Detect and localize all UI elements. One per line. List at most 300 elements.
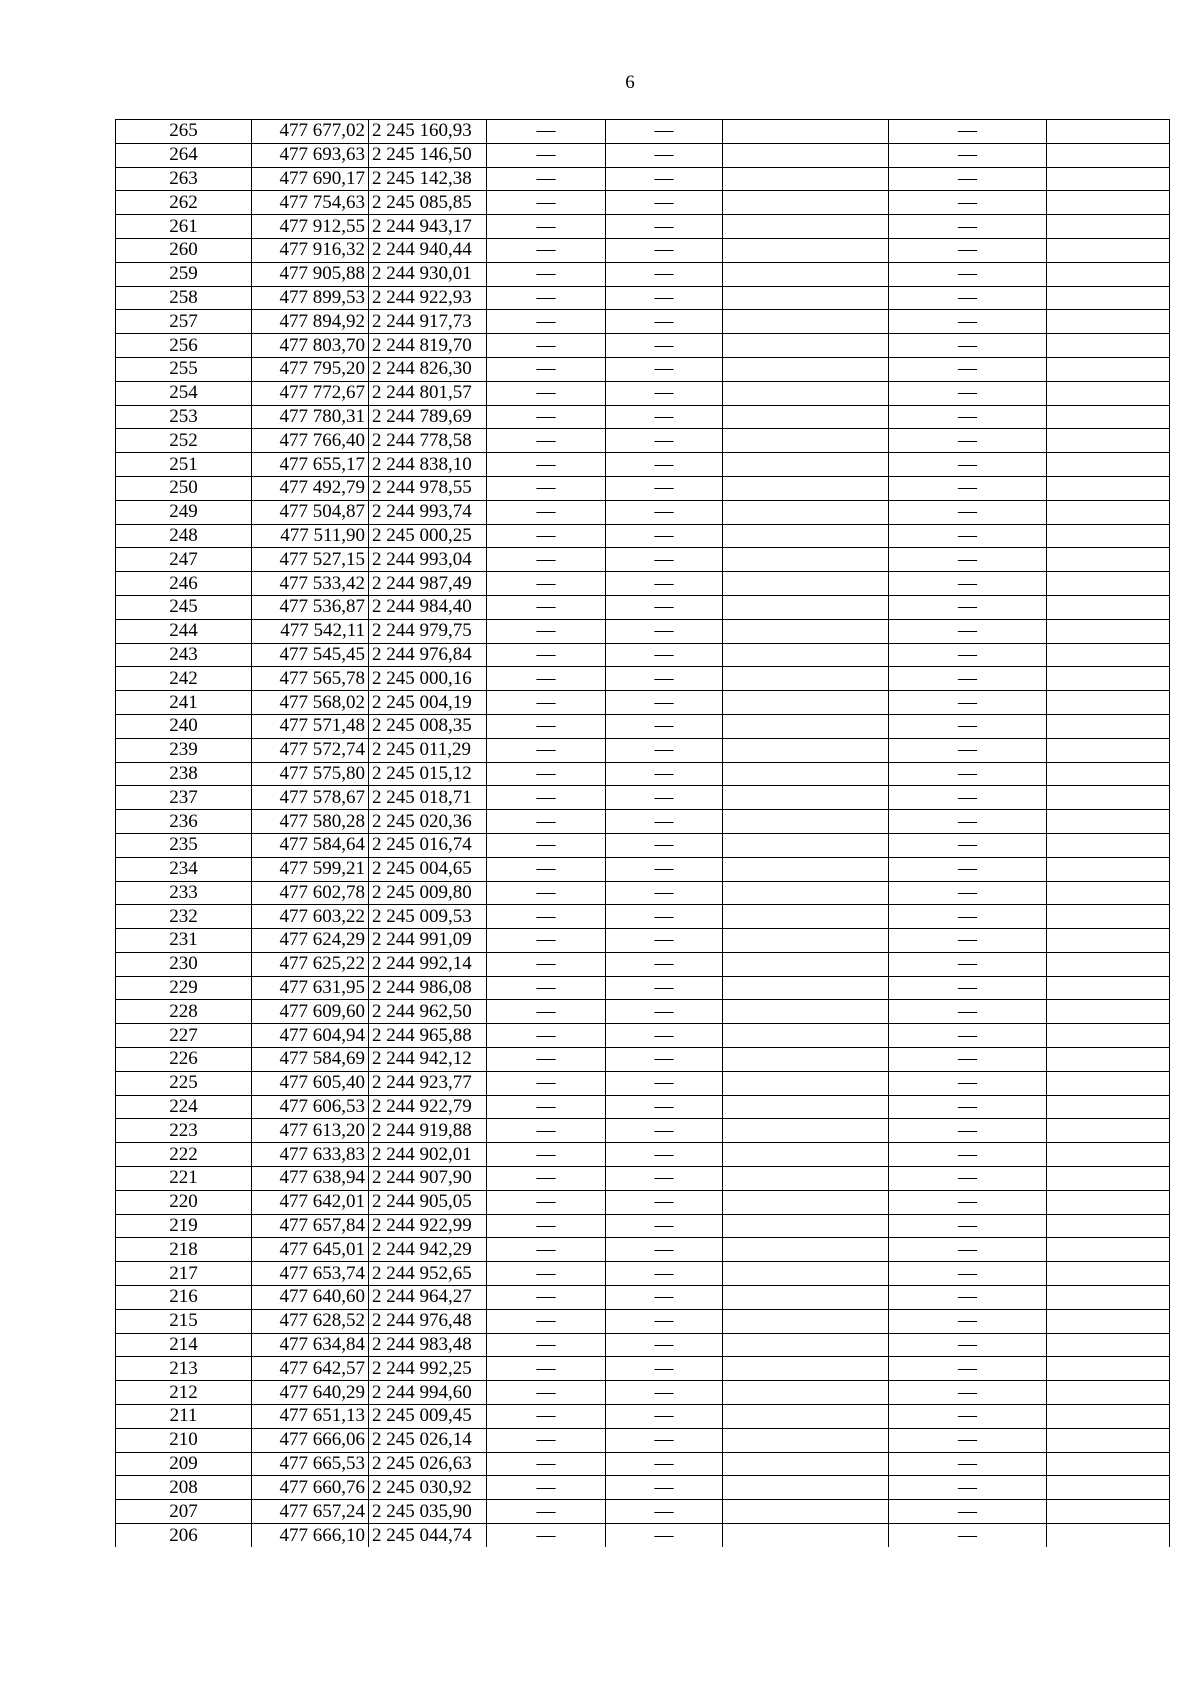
- x-coordinate-cell: 477 660,76: [252, 1476, 369, 1500]
- dash-cell: —: [487, 1190, 606, 1214]
- dash-cell: —: [606, 1524, 723, 1548]
- coordinates-table: [115, 119, 1170, 1547]
- table-row: [116, 1286, 1170, 1310]
- empty-cell: [1047, 595, 1170, 619]
- dash-cell: —: [487, 619, 606, 643]
- table-row: [116, 215, 1170, 239]
- empty-cell: [1047, 524, 1170, 548]
- y-coordinate-cell: 2 244 789,69: [369, 405, 487, 429]
- dash-cell: —: [487, 929, 606, 953]
- dash-cell: —: [606, 667, 723, 691]
- x-coordinate-cell: 477 634,84: [252, 1333, 369, 1357]
- point-number-cell: 240: [116, 714, 252, 738]
- point-number-cell: 249: [116, 500, 252, 524]
- point-number-cell: 241: [116, 691, 252, 715]
- point-number-cell: 248: [116, 524, 252, 548]
- point-number-cell: 244: [116, 619, 252, 643]
- point-number-cell: 259: [116, 262, 252, 286]
- table-row: [116, 976, 1170, 1000]
- dash-cell: —: [606, 1405, 723, 1429]
- y-coordinate-cell: 2 245 018,71: [369, 786, 487, 810]
- point-number-cell: 258: [116, 286, 252, 310]
- x-coordinate-cell: 477 631,95: [252, 976, 369, 1000]
- point-number-cell: 256: [116, 334, 252, 358]
- empty-cell: [723, 976, 889, 1000]
- dash-cell: —: [487, 310, 606, 334]
- point-number-cell: 264: [116, 143, 252, 167]
- point-number-cell: 206: [116, 1524, 252, 1548]
- x-coordinate-cell: 477 604,94: [252, 1024, 369, 1048]
- x-coordinate-cell: 477 536,87: [252, 595, 369, 619]
- dash-cell: —: [889, 286, 1047, 310]
- dash-cell: —: [487, 215, 606, 239]
- x-coordinate-cell: 477 640,29: [252, 1381, 369, 1405]
- empty-cell: [723, 1214, 889, 1238]
- table-row: [116, 1214, 1170, 1238]
- table-row: [116, 1262, 1170, 1286]
- x-coordinate-cell: 477 504,87: [252, 500, 369, 524]
- table-row: [116, 1381, 1170, 1405]
- dash-cell: —: [487, 191, 606, 215]
- dash-cell: —: [889, 357, 1047, 381]
- table-row: [116, 1048, 1170, 1072]
- x-coordinate-cell: 477 666,06: [252, 1428, 369, 1452]
- empty-cell: [1047, 1024, 1170, 1048]
- table-row: [116, 1143, 1170, 1167]
- empty-cell: [723, 453, 889, 477]
- empty-cell: [723, 714, 889, 738]
- empty-cell: [723, 1476, 889, 1500]
- empty-cell: [723, 120, 889, 144]
- x-coordinate-cell: 477 657,84: [252, 1214, 369, 1238]
- point-number-cell: 257: [116, 310, 252, 334]
- empty-cell: [1047, 905, 1170, 929]
- empty-cell: [1047, 215, 1170, 239]
- empty-cell: [723, 143, 889, 167]
- empty-cell: [723, 405, 889, 429]
- dash-cell: —: [487, 238, 606, 262]
- dash-cell: —: [606, 857, 723, 881]
- empty-cell: [723, 1452, 889, 1476]
- x-coordinate-cell: 477 642,01: [252, 1190, 369, 1214]
- x-coordinate-cell: 477 899,53: [252, 286, 369, 310]
- dash-cell: —: [606, 1167, 723, 1191]
- y-coordinate-cell: 2 244 983,48: [369, 1333, 487, 1357]
- table-row: [116, 833, 1170, 857]
- x-coordinate-cell: 477 640,60: [252, 1286, 369, 1310]
- empty-cell: [1047, 429, 1170, 453]
- empty-cell: [723, 1381, 889, 1405]
- x-coordinate-cell: 477 613,20: [252, 1119, 369, 1143]
- x-coordinate-cell: 477 693,63: [252, 143, 369, 167]
- dash-cell: —: [889, 262, 1047, 286]
- dash-cell: —: [606, 357, 723, 381]
- empty-cell: [1047, 1309, 1170, 1333]
- dash-cell: —: [606, 1476, 723, 1500]
- dash-cell: —: [487, 1214, 606, 1238]
- empty-cell: [723, 572, 889, 596]
- y-coordinate-cell: 2 244 987,49: [369, 572, 487, 596]
- dash-cell: —: [606, 1286, 723, 1310]
- dash-cell: —: [889, 619, 1047, 643]
- empty-cell: [723, 215, 889, 239]
- table-row: [116, 405, 1170, 429]
- table-row: [116, 167, 1170, 191]
- dash-cell: —: [889, 453, 1047, 477]
- point-number-cell: 232: [116, 905, 252, 929]
- empty-cell: [723, 1024, 889, 1048]
- dash-cell: —: [487, 334, 606, 358]
- point-number-cell: 221: [116, 1167, 252, 1191]
- dash-cell: —: [487, 381, 606, 405]
- table-row: [116, 1071, 1170, 1095]
- point-number-cell: 242: [116, 667, 252, 691]
- x-coordinate-cell: 477 677,02: [252, 120, 369, 144]
- empty-cell: [723, 691, 889, 715]
- empty-cell: [1047, 1500, 1170, 1524]
- dash-cell: —: [889, 238, 1047, 262]
- dash-cell: —: [606, 143, 723, 167]
- point-number-cell: 247: [116, 548, 252, 572]
- point-number-cell: 218: [116, 1238, 252, 1262]
- dash-cell: —: [487, 1000, 606, 1024]
- dash-cell: —: [889, 1381, 1047, 1405]
- x-coordinate-cell: 477 565,78: [252, 667, 369, 691]
- dash-cell: —: [487, 1333, 606, 1357]
- empty-cell: [1047, 810, 1170, 834]
- empty-cell: [723, 238, 889, 262]
- table-row: [116, 905, 1170, 929]
- empty-cell: [1047, 262, 1170, 286]
- table-row: [116, 643, 1170, 667]
- x-coordinate-cell: 477 578,67: [252, 786, 369, 810]
- y-coordinate-cell: 2 244 801,57: [369, 381, 487, 405]
- table-row: [116, 1190, 1170, 1214]
- x-coordinate-cell: 477 894,92: [252, 310, 369, 334]
- point-number-cell: 265: [116, 120, 252, 144]
- table-row: [116, 524, 1170, 548]
- empty-cell: [723, 191, 889, 215]
- dash-cell: —: [889, 381, 1047, 405]
- point-number-cell: 220: [116, 1190, 252, 1214]
- empty-cell: [1047, 643, 1170, 667]
- dash-cell: —: [889, 1119, 1047, 1143]
- dash-cell: —: [487, 1309, 606, 1333]
- x-coordinate-cell: 477 657,24: [252, 1500, 369, 1524]
- dash-cell: —: [487, 1095, 606, 1119]
- empty-cell: [723, 310, 889, 334]
- dash-cell: —: [889, 1024, 1047, 1048]
- point-number-cell: 233: [116, 881, 252, 905]
- x-coordinate-cell: 477 602,78: [252, 881, 369, 905]
- dash-cell: —: [606, 881, 723, 905]
- dash-cell: —: [606, 1262, 723, 1286]
- y-coordinate-cell: 2 245 015,12: [369, 762, 487, 786]
- dash-cell: —: [889, 714, 1047, 738]
- x-coordinate-cell: 477 653,74: [252, 1262, 369, 1286]
- empty-cell: [1047, 1452, 1170, 1476]
- empty-cell: [723, 619, 889, 643]
- empty-cell: [1047, 1524, 1170, 1548]
- dash-cell: —: [606, 905, 723, 929]
- y-coordinate-cell: 2 245 011,29: [369, 738, 487, 762]
- empty-cell: [723, 357, 889, 381]
- empty-cell: [1047, 786, 1170, 810]
- empty-cell: [1047, 1381, 1170, 1405]
- empty-cell: [723, 262, 889, 286]
- point-number-cell: 229: [116, 976, 252, 1000]
- dash-cell: —: [606, 524, 723, 548]
- point-number-cell: 239: [116, 738, 252, 762]
- dash-cell: —: [606, 405, 723, 429]
- empty-cell: [723, 1286, 889, 1310]
- dash-cell: —: [487, 120, 606, 144]
- y-coordinate-cell: 2 244 838,10: [369, 453, 487, 477]
- dash-cell: —: [889, 857, 1047, 881]
- dash-cell: —: [889, 1262, 1047, 1286]
- point-number-cell: 243: [116, 643, 252, 667]
- dash-cell: —: [487, 453, 606, 477]
- table-row: [116, 476, 1170, 500]
- dash-cell: —: [487, 524, 606, 548]
- point-number-cell: 208: [116, 1476, 252, 1500]
- x-coordinate-cell: 477 571,48: [252, 714, 369, 738]
- x-coordinate-cell: 477 638,94: [252, 1167, 369, 1191]
- empty-cell: [723, 643, 889, 667]
- dash-cell: —: [889, 1143, 1047, 1167]
- dash-cell: —: [487, 1428, 606, 1452]
- y-coordinate-cell: 2 244 976,84: [369, 643, 487, 667]
- empty-cell: [1047, 572, 1170, 596]
- point-number-cell: 228: [116, 1000, 252, 1024]
- dash-cell: —: [606, 1357, 723, 1381]
- y-coordinate-cell: 2 245 044,74: [369, 1524, 487, 1548]
- dash-cell: —: [606, 286, 723, 310]
- empty-cell: [723, 1095, 889, 1119]
- empty-cell: [1047, 357, 1170, 381]
- dash-cell: —: [889, 1476, 1047, 1500]
- empty-cell: [1047, 1333, 1170, 1357]
- dash-cell: —: [487, 167, 606, 191]
- dash-cell: —: [487, 1286, 606, 1310]
- empty-cell: [723, 1000, 889, 1024]
- empty-cell: [1047, 1095, 1170, 1119]
- point-number-cell: 252: [116, 429, 252, 453]
- dash-cell: —: [606, 1071, 723, 1095]
- empty-cell: [723, 1309, 889, 1333]
- table-row: [116, 881, 1170, 905]
- empty-cell: [723, 881, 889, 905]
- dash-cell: —: [487, 643, 606, 667]
- point-number-cell: 237: [116, 786, 252, 810]
- x-coordinate-cell: 477 780,31: [252, 405, 369, 429]
- empty-cell: [1047, 1357, 1170, 1381]
- dash-cell: —: [889, 1190, 1047, 1214]
- y-coordinate-cell: 2 244 952,65: [369, 1262, 487, 1286]
- empty-cell: [1047, 548, 1170, 572]
- dash-cell: —: [889, 1071, 1047, 1095]
- dash-cell: —: [889, 1405, 1047, 1429]
- table-row: [116, 120, 1170, 144]
- table-row: [116, 1333, 1170, 1357]
- empty-cell: [1047, 1143, 1170, 1167]
- dash-cell: —: [606, 334, 723, 358]
- table-row: [116, 691, 1170, 715]
- y-coordinate-cell: 2 245 085,85: [369, 191, 487, 215]
- point-number-cell: 261: [116, 215, 252, 239]
- dash-cell: —: [487, 762, 606, 786]
- empty-cell: [723, 1190, 889, 1214]
- empty-cell: [1047, 453, 1170, 477]
- x-coordinate-cell: 477 666,10: [252, 1524, 369, 1548]
- table-row: [116, 1500, 1170, 1524]
- empty-cell: [1047, 143, 1170, 167]
- empty-cell: [1047, 120, 1170, 144]
- empty-cell: [1047, 714, 1170, 738]
- y-coordinate-cell: 2 245 016,74: [369, 833, 487, 857]
- dash-cell: —: [606, 762, 723, 786]
- table-row: [116, 1095, 1170, 1119]
- dash-cell: —: [487, 881, 606, 905]
- x-coordinate-cell: 477 628,52: [252, 1309, 369, 1333]
- empty-cell: [723, 334, 889, 358]
- dash-cell: —: [889, 1286, 1047, 1310]
- dash-cell: —: [487, 1262, 606, 1286]
- empty-cell: [1047, 929, 1170, 953]
- x-coordinate-cell: 477 655,17: [252, 453, 369, 477]
- dash-cell: —: [889, 1357, 1047, 1381]
- table-row: [116, 952, 1170, 976]
- x-coordinate-cell: 477 605,40: [252, 1071, 369, 1095]
- point-number-cell: 224: [116, 1095, 252, 1119]
- empty-cell: [723, 286, 889, 310]
- dash-cell: —: [606, 786, 723, 810]
- table-row: [116, 357, 1170, 381]
- dash-cell: —: [889, 667, 1047, 691]
- y-coordinate-cell: 2 245 004,65: [369, 857, 487, 881]
- table-row: [116, 334, 1170, 358]
- dash-cell: —: [889, 881, 1047, 905]
- y-coordinate-cell: 2 244 965,88: [369, 1024, 487, 1048]
- empty-cell: [1047, 833, 1170, 857]
- empty-cell: [723, 381, 889, 405]
- dash-cell: —: [606, 453, 723, 477]
- empty-cell: [1047, 667, 1170, 691]
- x-coordinate-cell: 477 599,21: [252, 857, 369, 881]
- x-coordinate-cell: 477 568,02: [252, 691, 369, 715]
- table-row: [116, 786, 1170, 810]
- x-coordinate-cell: 477 633,83: [252, 1143, 369, 1167]
- y-coordinate-cell: 2 244 991,09: [369, 929, 487, 953]
- dash-cell: —: [487, 1381, 606, 1405]
- dash-cell: —: [606, 120, 723, 144]
- empty-cell: [1047, 952, 1170, 976]
- point-number-cell: 231: [116, 929, 252, 953]
- x-coordinate-cell: 477 803,70: [252, 334, 369, 358]
- empty-cell: [723, 1167, 889, 1191]
- dash-cell: —: [889, 1500, 1047, 1524]
- point-number-cell: 210: [116, 1428, 252, 1452]
- table-row: [116, 714, 1170, 738]
- y-coordinate-cell: 2 245 160,93: [369, 120, 487, 144]
- table-row: [116, 262, 1170, 286]
- point-number-cell: 262: [116, 191, 252, 215]
- y-coordinate-cell: 2 244 992,25: [369, 1357, 487, 1381]
- empty-cell: [723, 905, 889, 929]
- dash-cell: —: [606, 738, 723, 762]
- dash-cell: —: [487, 833, 606, 857]
- dash-cell: —: [487, 1405, 606, 1429]
- y-coordinate-cell: 2 245 009,53: [369, 905, 487, 929]
- dash-cell: —: [487, 548, 606, 572]
- x-coordinate-cell: 477 572,74: [252, 738, 369, 762]
- dash-cell: —: [606, 310, 723, 334]
- y-coordinate-cell: 2 245 146,50: [369, 143, 487, 167]
- y-coordinate-cell: 2 244 940,44: [369, 238, 487, 262]
- empty-cell: [723, 1405, 889, 1429]
- dash-cell: —: [889, 691, 1047, 715]
- dash-cell: —: [889, 952, 1047, 976]
- dash-cell: —: [487, 1143, 606, 1167]
- x-coordinate-cell: 477 625,22: [252, 952, 369, 976]
- dash-cell: —: [889, 405, 1047, 429]
- empty-cell: [723, 595, 889, 619]
- dash-cell: —: [606, 1309, 723, 1333]
- x-coordinate-cell: 477 665,53: [252, 1452, 369, 1476]
- dash-cell: —: [606, 215, 723, 239]
- dash-cell: —: [606, 548, 723, 572]
- dash-cell: —: [889, 191, 1047, 215]
- dash-cell: —: [606, 1381, 723, 1405]
- y-coordinate-cell: 2 245 026,14: [369, 1428, 487, 1452]
- x-coordinate-cell: 477 603,22: [252, 905, 369, 929]
- dash-cell: —: [606, 381, 723, 405]
- dash-cell: —: [606, 643, 723, 667]
- dash-cell: —: [487, 476, 606, 500]
- empty-cell: [723, 1428, 889, 1452]
- empty-cell: [723, 1333, 889, 1357]
- dash-cell: —: [487, 810, 606, 834]
- dash-cell: —: [606, 1143, 723, 1167]
- dash-cell: —: [606, 572, 723, 596]
- y-coordinate-cell: 2 244 902,01: [369, 1143, 487, 1167]
- dash-cell: —: [606, 1095, 723, 1119]
- empty-cell: [1047, 881, 1170, 905]
- empty-cell: [1047, 619, 1170, 643]
- x-coordinate-cell: 477 795,20: [252, 357, 369, 381]
- table-row: [116, 738, 1170, 762]
- y-coordinate-cell: 2 244 993,74: [369, 500, 487, 524]
- empty-cell: [723, 833, 889, 857]
- empty-cell: [1047, 976, 1170, 1000]
- dash-cell: —: [889, 1238, 1047, 1262]
- empty-cell: [1047, 1167, 1170, 1191]
- dash-cell: —: [606, 929, 723, 953]
- y-coordinate-cell: 2 244 922,79: [369, 1095, 487, 1119]
- dash-cell: —: [606, 1452, 723, 1476]
- y-coordinate-cell: 2 245 008,35: [369, 714, 487, 738]
- dash-cell: —: [487, 143, 606, 167]
- dash-cell: —: [487, 286, 606, 310]
- empty-cell: [1047, 691, 1170, 715]
- empty-cell: [723, 1500, 889, 1524]
- table-row: [116, 572, 1170, 596]
- point-number-cell: 227: [116, 1024, 252, 1048]
- dash-cell: —: [487, 952, 606, 976]
- dash-cell: —: [606, 1000, 723, 1024]
- dash-cell: —: [487, 905, 606, 929]
- dash-cell: —: [606, 1119, 723, 1143]
